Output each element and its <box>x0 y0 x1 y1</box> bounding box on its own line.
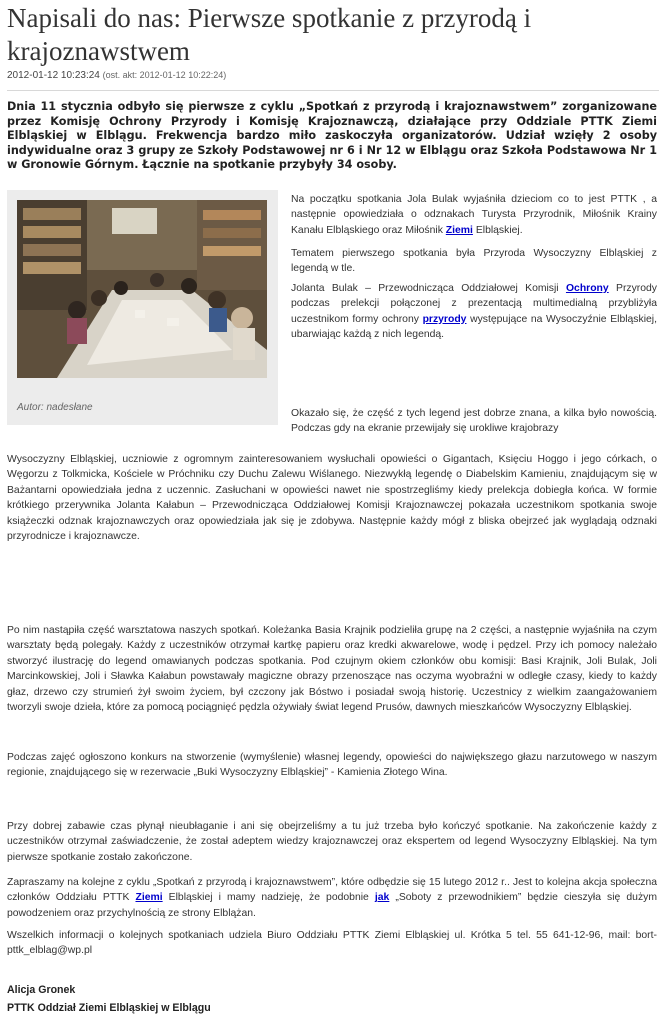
link-ziemi[interactable]: Ziemi <box>445 224 473 236</box>
article-meta <box>7 70 226 81</box>
paragraph-4-rest: Wysoczyzny Elbląskiej, uczniowie z ogromnym zainteresowaniem wysłuchali opowieści o Gigantach, Księciu Hoggo i jego córkach, o Węgorzu z Tolkmicka, Kościele w Próchniku czy Duchu Zalewu Wiślanego. Niezwykłą legendę o Diabelskim Kamieniu, znajdującym się w Bażantarni opowiedziała jedna z uczennic. Zasłuchani w opowieści nawet nie spostrzegliśmy kiedy prelekcja dobiegła końca. W formie krótkiego przerywnika Jolanta Kałabun – Przewodnicząca Oddziałowej Komisji Krajoznawczej pokazała uczestnikom spotkania swoje książeczki odznak krajoznawczych oraz opowiedziała jak się je zdobywa. Następnie każdy mógł z bliska obejrzeć jak wyglądają odznaki przyrodnicze i krajoznawcze. <box>7 454 657 543</box>
link-ochrony[interactable]: Ochrony <box>565 283 609 294</box>
paragraph-1-tail: Elbląskiej. <box>472 224 523 236</box>
paragraph-1 <box>291 192 657 238</box>
article-photo[interactable] <box>17 200 267 378</box>
title-divider <box>7 90 659 91</box>
paragraph-5: Po nim nastąpiła część warsztatowa naszych spotkań. Koleżanka Basia Krajnik podzieliła grupę na 2 części, a następnie wyjaśniła na czym warsztaty będą polegały. Każdy z uczestników otrzymał kartkę papieru oraz kredki akwarelowe, wodę i pędzel. Przy ich pomocy należało stworzyć ilustrację do legend omawianych podczas spotkania. Pod czujnym okiem członków obu komisji: Basi Krajnik, Joli Bulak, Joli Marcinkowskiej, Joli i Sławka Kałabun powstawały magiczne obrazy przenoszące nas oczyma wyobraźni w odległe czasy, kiedy to każdy głaz, drzewo czy strumień żył swoim życiem, był czczony jak Bóstwo i posiadał swoją historię. Uczestnicy z wielkim zaangażowaniem tworzyli swoje dzieła, które za pomocą pociągnięć pędzla ożywiały świat legend Prusów, dawnych mieszkańców Wysoczyzny Elbląskiej. <box>7 625 657 714</box>
photo-caption: Autor: nadesłane <box>17 402 93 413</box>
paragraph-3-text: Jolanta Bulak – Przewodnicząca Oddziałowej Komisji <box>291 283 566 294</box>
paragraph-3 <box>291 281 657 343</box>
paragraph-2: Tematem pierwszego spotkania była Przyroda Wysoczyzny Elbląskiej z legendą w tle. <box>291 248 657 275</box>
paragraph-8-middle: Elbląskiej i mamy nadzieję, że podobnie <box>162 892 375 904</box>
paragraph-8 <box>7 875 657 921</box>
paragraph-6: Podczas zajęć ogłoszono konkurs na stworzenie (wymyślenie) własnej legendy, opowieści do największego głazu narzutowego w naszym regionie, znajdującego się w rezerwacie „Buki Wysoczyzny Elbląskiej” - Kamienia Złotego Wina. <box>7 752 657 779</box>
article-title: Napisali do nas: Pierwsze spotkanie z przyrodą i krajoznawstwem <box>7 3 532 66</box>
paragraph-9: Wszelkich informacji o kolejnych spotkaniach udziela Biuro Oddziału PTTK Ziemi Elbląskiej ul. Krótka 5 tel. 55 641-12-96, mail: bort-pttk_elblag@wp.pl <box>7 930 657 957</box>
link-przyrody[interactable]: przyrody <box>422 313 467 325</box>
author-organization: PTTK Oddział Ziemi Elbląskiej w Elblągu <box>7 1002 211 1014</box>
article-lead: Dnia 11 stycznia odbyło się pierwsze z cyklu „Spotkań z przyrodą i krajoznawstwem” zorganizowane przez Komisję Ochrony Przyrody i Komisję Krajoznawczą, działające przy Oddziale PTTK Ziemi Elbląskiej w Elblągu. Frekwencja bardzo miło zaskoczyła organizatorów. Udział wzięły 2 osoby indywidualne oraz 3 grupy ze Szkoły Podstawowej nr 6 i Nr 12 w Elblągu oraz Szkoła Podstawowa Nr 1 w Gronowie Górnym. Łącznie na spotkanie przybyły 34 osoby. <box>7 100 657 172</box>
paragraph-3-tail: występujące na Wysoczyźnie Elbląskiej, ubarwiając każdą z nich legendą. <box>291 313 657 341</box>
publish-date: 2012-01-12 10:23:24 <box>7 70 100 81</box>
paragraph-8-text: Zapraszamy na kolejne z cyklu „Spotkań z przyrodą i krajoznawstwem”, które odbędzie się 15 lutego 2012 r.. Jest to kolejna akcja społeczna członków Oddziału PTTK <box>7 877 657 904</box>
article-photo-box <box>7 190 278 425</box>
link-ziemi-2[interactable]: Ziemi <box>135 892 163 904</box>
link-jak[interactable]: jak <box>374 892 390 904</box>
paragraph-3-middle: Przyrody podczas prelekcji połączonej z prezentacją multimedialną przybliżyła uczestnikom formy ochrony <box>291 283 658 325</box>
photo-illustration <box>17 200 267 378</box>
paragraph-8-tail: „Soboty z przewodnikiem” będzie cieszyła się dużym powodzeniem oraz przychylnością ze strony Elblążan. <box>7 892 657 919</box>
paragraph-4-start: Okazało się, że część z tych legend jest dobrze znana, a kilka było nowością. Podczas gdy na ekranie przewijały się urokliwe krajobrazy <box>291 408 657 435</box>
paragraph-1-text: Na początku spotkania Jola Bulak wyjaśniła dzieciom co to jest PTTK , a następnie opowiedziała o odznakach Turysta Przyrodnik, Miłośnik Krainy Kanału Elbląskiego oraz Miłośnik <box>291 194 657 236</box>
paragraph-7: Przy dobrej zabawie czas płynął nieubłaganie i ani się obejrzeliśmy a tu już trzeba było kończyć spotkanie. Na zakończenie każdy z uczestników otrzymał zaświadczenie, że został adeptem wiedzy krajoznawczej oraz ekspertem od legend Wysoczyzny Elbląskiej. Na tym pierwsze spotkanie zostało zakończone. <box>7 821 657 863</box>
author-name: Alicja Gronek <box>7 984 76 996</box>
update-date: (ost. akt: 2012-01-12 10:22:24) <box>102 70 227 80</box>
